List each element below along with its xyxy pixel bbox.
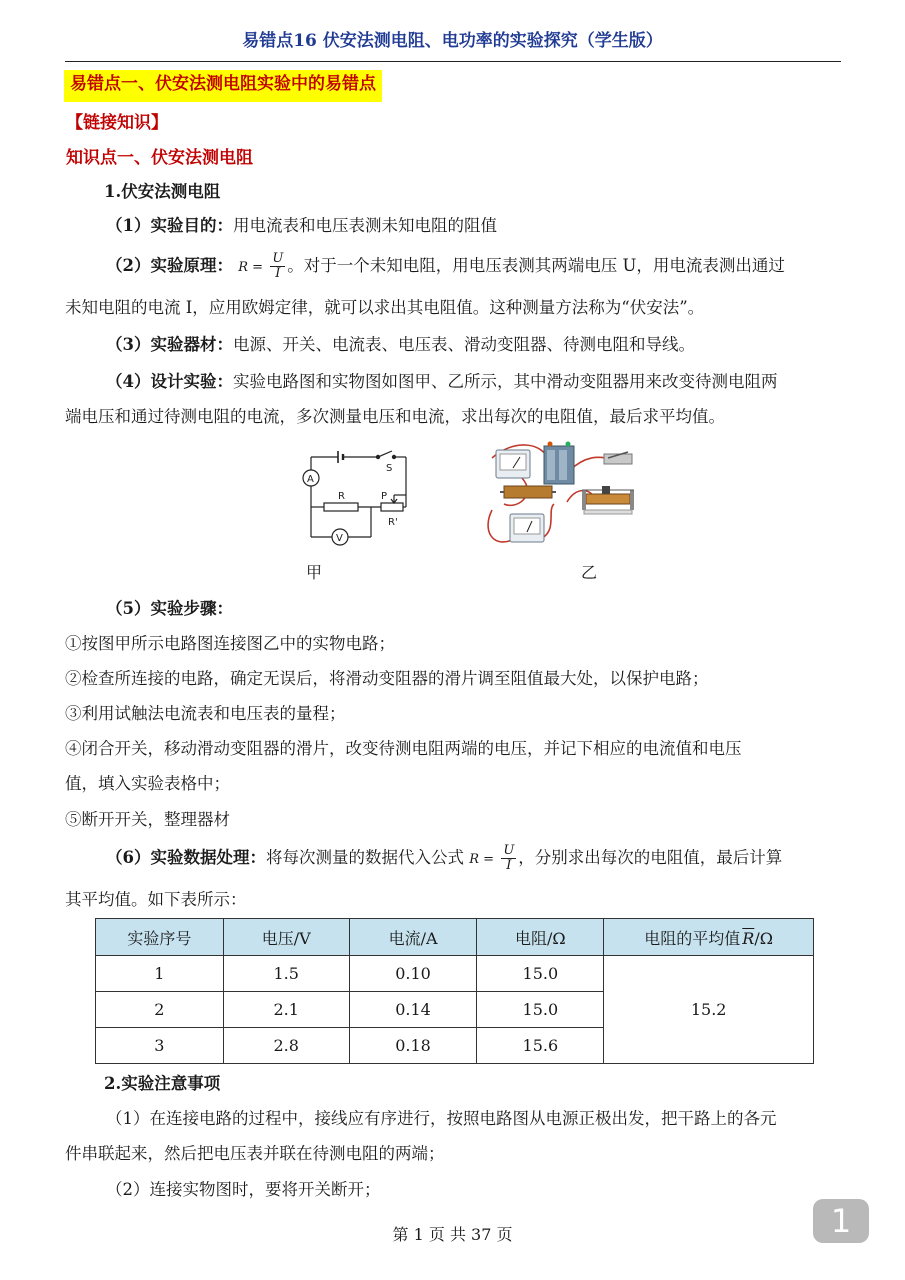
apparatus-illustration	[482, 440, 642, 558]
circuit-diagram	[296, 445, 421, 555]
principle-line	[106, 252, 882, 281]
table-cell: 2.1	[223, 992, 349, 1028]
table-cell: 1.5	[223, 956, 349, 992]
steps-label: （5）实验步骤：	[106, 599, 233, 618]
principle-label: （2）实验原理：	[106, 256, 233, 275]
label-slider: P	[381, 491, 388, 502]
table-cell: 2	[96, 992, 224, 1028]
data-table	[95, 918, 814, 1064]
page-footer: 第 1 页 共 37 页	[392, 1225, 513, 1244]
link-knowledge-label: 【链接知识】	[66, 113, 168, 133]
table-cell: 3	[96, 1028, 224, 1064]
step-3: ③利用试触法电流表和电压表的量程；	[65, 704, 346, 723]
principle-text-2: 未知电阻的电流 I，应用欧姆定律，就可以求出其电阻值。这种测量方法称为“伏安法”。	[65, 298, 705, 317]
equipment-label: （3）实验器材：	[106, 335, 233, 354]
table-header-average	[604, 919, 814, 956]
processing-formula-numerator: U	[503, 843, 515, 858]
step-4a: ④闭合开关，移动滑动变阻器的滑片，改变待测电阻两端的电压，并记下相应的电流值和电压	[65, 739, 742, 758]
table-cell: 1	[96, 956, 224, 992]
table-cell: 15.6	[477, 1028, 604, 1064]
knowledge-point-title: 知识点一、伏安法测电阻	[66, 148, 253, 168]
purpose-label: （1）实验目的：	[106, 216, 233, 235]
average-unit: /Ω	[754, 928, 773, 948]
design-text-2: 端电压和通过待测电阻的电流，多次测量电压和电流，求出每次的电阻值，最后求平均值。	[65, 407, 725, 426]
figure-label-jia: 甲	[306, 563, 323, 582]
principle-text-1: 。对于一个未知电阻，用电压表测其两端电压 U，用电流表测出通过	[287, 256, 785, 275]
formula-fraction	[270, 252, 285, 281]
purpose-line	[106, 214, 882, 238]
subheading-1: 1.伏安法测电阻	[104, 182, 221, 201]
note-2: （2）连接实物图时，要将开关断开；	[106, 1180, 381, 1199]
purpose-text: 用电流表和电压表测未知电阻的阻值	[232, 216, 497, 235]
equipment-line	[106, 333, 882, 357]
average-header-text: 电阻的平均值	[644, 928, 741, 948]
table-header-row	[96, 919, 814, 956]
processing-formula-denominator: I	[506, 858, 512, 873]
step-5: ⑤断开开关，整理器材	[65, 810, 230, 829]
table-cell: 0.10	[349, 956, 477, 992]
step-1: ①按图甲所示电路图连接图乙中的实物电路；	[65, 634, 395, 653]
table-cell: 2.8	[223, 1028, 349, 1064]
table-header-cell: 电流/A	[349, 919, 477, 956]
step-2: ②检查所连接的电路，确定无误后，将滑动变阻器的滑片调至阻值最大处，以保护电路；	[65, 669, 709, 688]
formula-r: R =	[238, 260, 264, 275]
design-text-1: 实验电路图和实物图如图甲、乙所示，其中滑动变阻器用来改变待测电阻两	[232, 372, 778, 391]
processing-formula-fraction	[501, 844, 516, 873]
table-cell: 15.0	[477, 956, 604, 992]
processing-text-1: 将每次测量的数据代入公式	[265, 848, 464, 867]
design-label: （4）设计实验：	[106, 372, 233, 391]
section-title: 易错点一、伏安法测电阻实验中的易错点	[64, 70, 382, 102]
formula-denominator: I	[275, 266, 281, 281]
processing-formula-r: R =	[469, 852, 495, 867]
processing-label: （6）实验数据处理：	[106, 848, 266, 867]
processing-line	[106, 844, 882, 873]
note-1b: 件串联起来，然后把电压表并联在待测电阻的两端；	[65, 1144, 445, 1163]
average-symbol: $\overline{R}$	[742, 928, 755, 948]
page-number-badge[interactable]: 1	[813, 1199, 869, 1243]
table-header-cell: 电压/V	[223, 919, 349, 956]
equipment-text: 电源、开关、电流表、电压表、滑动变阻器、待测电阻和导线。	[232, 335, 695, 354]
header-rule	[65, 61, 841, 62]
design-line	[106, 370, 882, 394]
label-ammeter: A	[307, 474, 314, 485]
label-resistor: R	[338, 491, 345, 502]
label-voltmeter: V	[336, 533, 343, 544]
page-header: 易错点16 伏安法测电阻、电功率的实验探究（学生版）	[242, 31, 663, 51]
label-rheostat: R'	[388, 517, 398, 528]
figure-label-yi: 乙	[581, 563, 598, 582]
table-header-cell: 电阻/Ω	[477, 919, 604, 956]
average-value-cell: 15.2	[604, 956, 814, 1064]
table-cell: 0.14	[349, 992, 477, 1028]
table-row	[96, 956, 814, 992]
processing-text-3: 其平均值。如下表所示：	[65, 890, 247, 909]
processing-text-2: ，分别求出每次的电阻值，最后计算	[518, 848, 783, 867]
table-header-cell: 实验序号	[96, 919, 224, 956]
notes-title: 2.实验注意事项	[104, 1074, 221, 1093]
note-1a: （1）在连接电路的过程中，接线应有序进行，按照电路图从电源正极出发，把干路上的各元	[106, 1109, 777, 1128]
label-switch: S	[386, 463, 393, 474]
step-4b: 值，填入实验表格中；	[65, 774, 230, 793]
formula-numerator: U	[272, 251, 284, 266]
table-cell: 15.0	[477, 992, 604, 1028]
table-cell: 0.18	[349, 1028, 477, 1064]
